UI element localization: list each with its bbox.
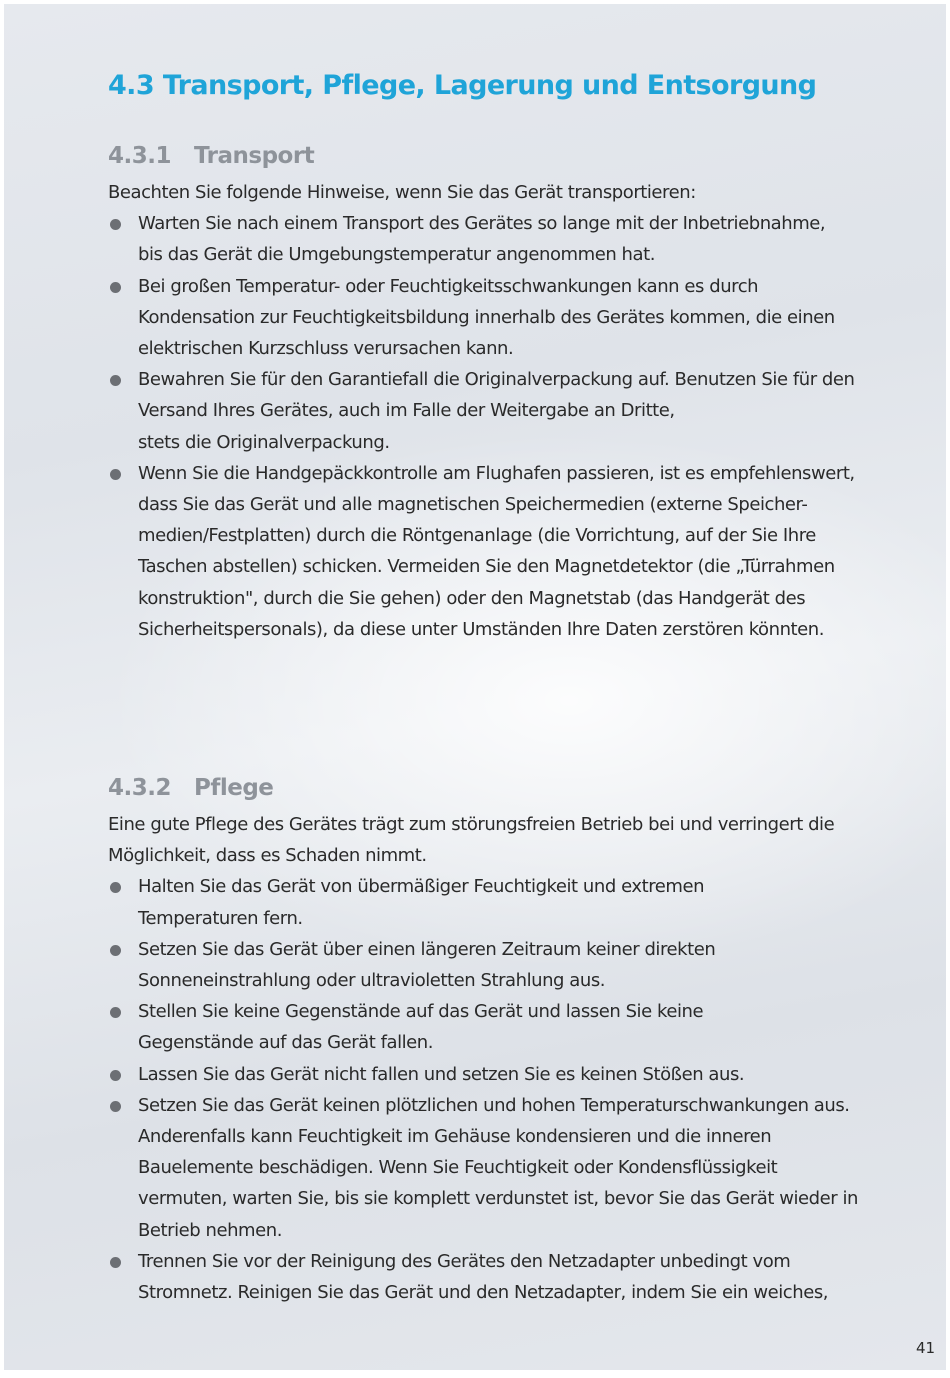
- section-heading-transport: [108, 143, 314, 169]
- list-item-line: Setzen Sie das Gerät keinen plötzlichen und hohen Temperaturschwankungen aus.: [138, 1094, 850, 1116]
- list-item-line: Gegenstände auf das Gerät fallen.: [138, 1032, 434, 1054]
- section-title: Transport: [194, 143, 315, 169]
- list-item-line: Betrieb nehmen.: [138, 1219, 282, 1241]
- list-item: [108, 364, 898, 458]
- list-item-line: stets die Originalverpackung.: [138, 431, 390, 453]
- list-item-line: Taschen abstellen) schicken. Vermeiden Sie den Magnetdetektor (die „Türrahmen: [138, 556, 835, 578]
- list-item: [108, 458, 898, 645]
- bullet-icon: [110, 1070, 121, 1081]
- list-item: [108, 1090, 898, 1246]
- document-page: [4, 4, 946, 1370]
- list-item-line: Stromnetz. Reinigen Sie das Gerät und den Netzadapter, indem Sie ein weiches,: [138, 1282, 829, 1304]
- intro-line: Möglichkeit, dass es Schaden nimmt.: [108, 845, 427, 867]
- transport-intro: Beachten Sie folgende Hinweise, wenn Sie das Gerät transportieren:: [108, 182, 696, 203]
- list-item: [108, 208, 898, 270]
- list-item: [108, 1246, 898, 1308]
- pflege-list: [108, 871, 898, 1308]
- pflege-intro: [108, 809, 898, 871]
- list-item-line: medien/Festplatten) durch die Röntgenanlage (die Vorrichtung, auf der Sie Ihre: [138, 525, 816, 547]
- list-item-line: Temperaturen fern.: [138, 907, 303, 929]
- list-item-line: Versand Ihres Gerätes, auch im Falle der Weitergabe an Dritte,: [138, 400, 675, 422]
- list-item-line: Wenn Sie die Handgepäckkontrolle am Flughafen passieren, ist es empfehlenswert,: [138, 462, 855, 484]
- page-number: 41: [916, 1339, 936, 1357]
- bullet-icon: [110, 1101, 121, 1112]
- section-heading-pflege: [108, 775, 273, 801]
- section-title: Pflege: [194, 775, 274, 801]
- pflege-section: [108, 809, 898, 1308]
- list-item-line: Bauelemente beschädigen. Wenn Sie Feuchtigkeit oder Kondensflüssigkeit: [138, 1157, 778, 1179]
- bullet-icon: [110, 1257, 121, 1268]
- transport-list: [108, 208, 898, 645]
- bullet-icon: [110, 945, 121, 956]
- list-item-line: dass Sie das Gerät und alle magnetischen Speichermedien (externe Speicher-: [138, 494, 808, 516]
- list-item-line: bis das Gerät die Umgebungstemperatur angenommen hat.: [138, 244, 655, 266]
- list-item-line: Anderenfalls kann Feuchtigkeit im Gehäuse kondensieren und die inneren: [138, 1126, 772, 1148]
- bullet-icon: [110, 282, 121, 293]
- list-item-line: vermuten, warten Sie, bis sie komplett verdunstet ist, bevor Sie das Gerät wieder in: [138, 1188, 859, 1210]
- list-item-line: Kondensation zur Feuchtigkeitsbildung innerhalb des Gerätes kommen, die einen: [138, 306, 835, 328]
- list-item-line: Sicherheitspersonals), da diese unter Umständen Ihre Daten zerstören könnten.: [138, 618, 824, 640]
- list-item-line: Bei großen Temperatur- oder Feuchtigkeitsschwankungen kann es durch: [138, 275, 759, 297]
- list-item-line: Setzen Sie das Gerät über einen längeren Zeitraum keiner direkten: [138, 938, 716, 960]
- list-item-line: konstruktion", durch die Sie gehen) oder den Magnetstab (das Handgerät des: [138, 587, 806, 609]
- section-number: 4.3.1: [108, 143, 171, 169]
- list-item: [108, 871, 898, 933]
- bullet-icon: [110, 219, 121, 230]
- chapter-heading: 4.3 Transport, Pflege, Lagerung und Entsorgung: [108, 70, 817, 101]
- list-item-line: Trennen Sie vor der Reinigung des Gerätes den Netzadapter unbedingt vom: [138, 1250, 791, 1272]
- list-item-line: Halten Sie das Gerät von übermäßiger Feuchtigkeit und extremen: [138, 876, 705, 898]
- list-item-line: elektrischen Kurzschluss verursachen kann.: [138, 338, 514, 360]
- list-item-line: Lassen Sie das Gerät nicht fallen und setzen Sie es keinen Stößen aus.: [138, 1063, 745, 1085]
- list-item-line: Warten Sie nach einem Transport des Gerätes so lange mit der Inbetriebnahme,: [138, 213, 826, 235]
- bullet-icon: [110, 1007, 121, 1018]
- list-item-line: Bewahren Sie für den Garantiefall die Originalverpackung auf. Benutzen Sie für den: [138, 369, 855, 391]
- list-item-line: Stellen Sie keine Gegenstände auf das Gerät und lassen Sie keine: [138, 1001, 704, 1023]
- bullet-icon: [110, 375, 121, 386]
- bullet-icon: [110, 469, 121, 480]
- list-item: [108, 934, 898, 996]
- list-item: [108, 271, 898, 365]
- section-number: 4.3.2: [108, 775, 171, 801]
- bullet-icon: [110, 882, 121, 893]
- list-item-line: Sonneneinstrahlung oder ultravioletten Strahlung aus.: [138, 970, 606, 992]
- transport-section: [108, 177, 898, 645]
- intro-line: Eine gute Pflege des Gerätes trägt zum störungsfreien Betrieb bei und verringert die: [108, 814, 835, 835]
- list-item: [108, 996, 898, 1058]
- list-item: [108, 1059, 898, 1090]
